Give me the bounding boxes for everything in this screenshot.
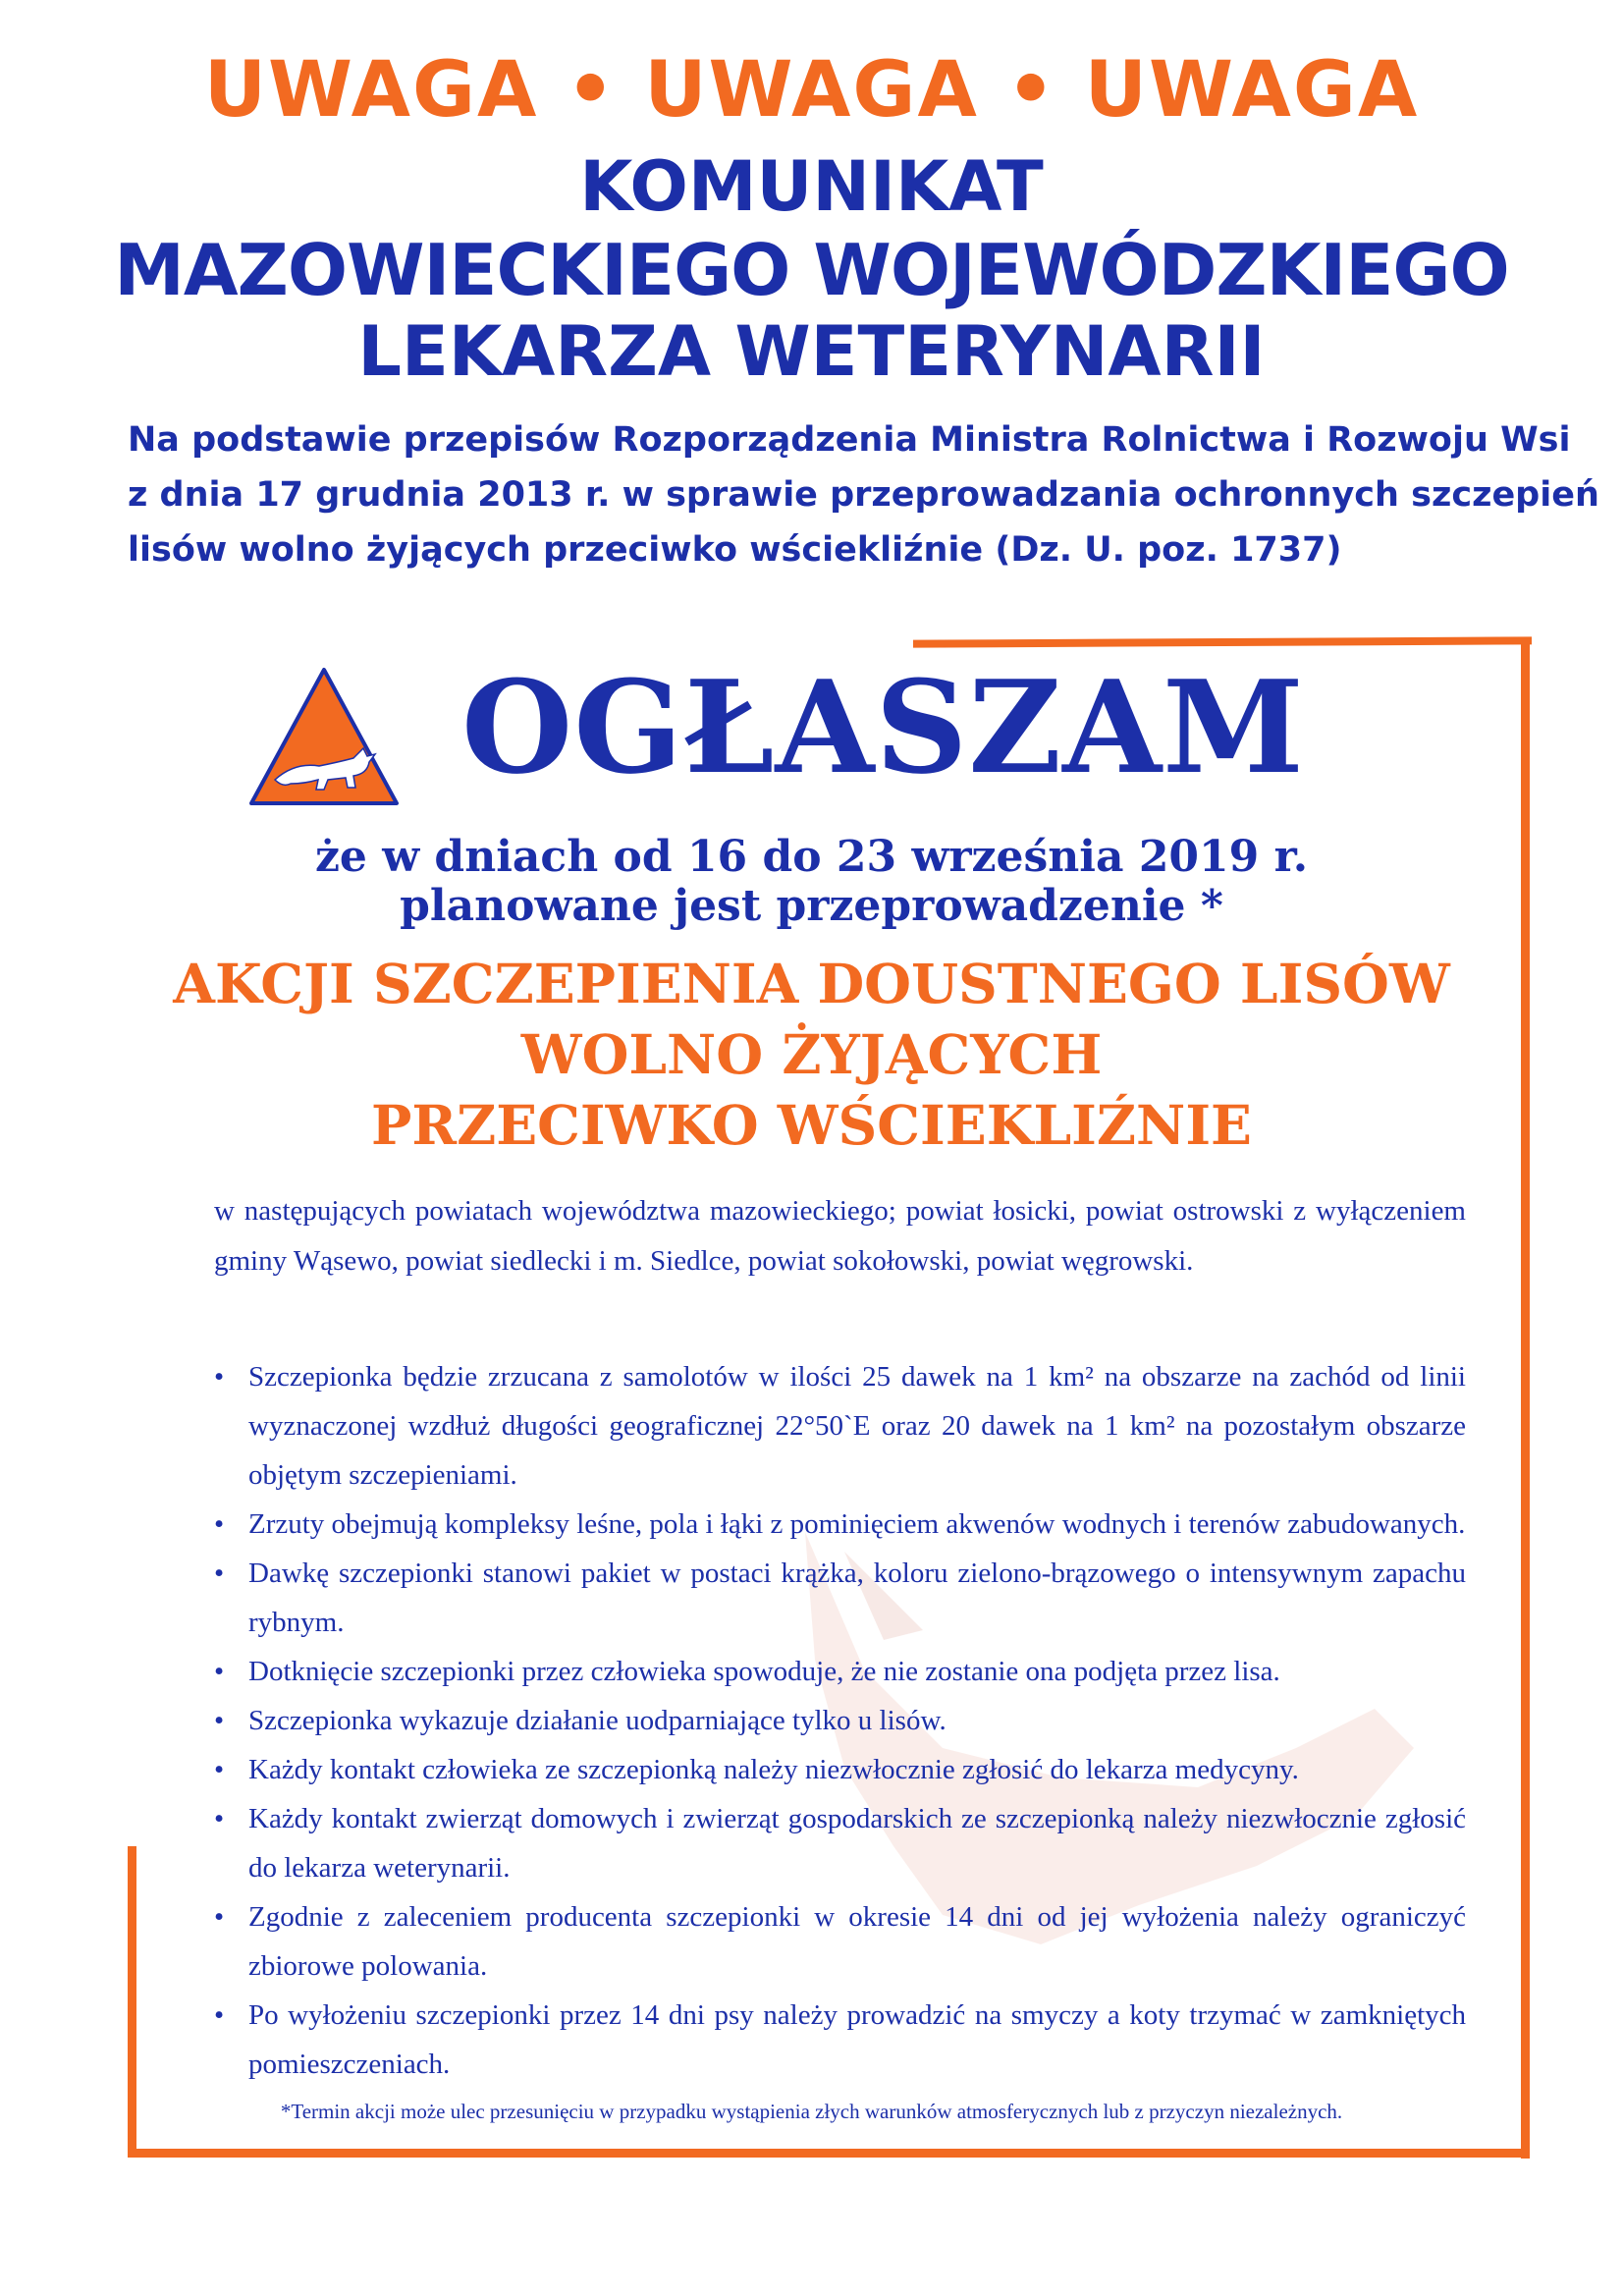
list-item	[214, 1794, 1466, 1892]
bullet-symbol: •	[214, 1361, 225, 1393]
alert-word-1: UWAGA	[203, 46, 539, 135]
bullet-symbol: •	[214, 1754, 225, 1785]
planned-line: planowane jest przeprowadzenie *	[400, 881, 1223, 931]
list-item	[214, 1647, 1466, 1696]
bullet-symbol: •	[214, 1656, 225, 1687]
legal-basis	[128, 412, 1599, 577]
list-item	[214, 1892, 1466, 1991]
list-item	[214, 1745, 1466, 1794]
frame-bottom-border	[128, 2149, 1530, 2158]
list-item	[214, 1500, 1466, 1549]
announcement-heading: OGŁASZAM	[461, 652, 1305, 802]
fox-warning-triangle-icon	[245, 664, 403, 811]
list-item-text: Szczepionka będzie zrzucana z samolotów w ilości 25 dawek na 1 km² na obszarze na zachód od linii wyznaczonej wzdłuż długości geograficznej 22°50`E oraz 20 dawek na 1 km² na pozostałym obszarze objętym szczepieniami.	[248, 1361, 1466, 1491]
list-item	[214, 1549, 1466, 1647]
frame-top-border	[913, 636, 1532, 647]
alert-separator-1: •	[566, 46, 618, 135]
date-line: że w dniach od 16 do 23 września 2019 r.	[314, 832, 1309, 882]
list-item	[214, 1696, 1466, 1745]
title-line-3: LEKARZA WETERYNARII	[357, 311, 1266, 392]
title-line-2: MAZOWIECKIEGO WOJEWÓDZKIEGO	[114, 229, 1509, 311]
list-item-text: Każdy kontakt człowieka ze szczepionką należy niezwłocznie zgłosić do lekarza medycyny.	[248, 1754, 1299, 1785]
list-item-text: Szczepionka wykazuje działanie uodparniające tylko u lisów.	[248, 1705, 947, 1736]
alert-header	[0, 46, 1623, 135]
alert-separator-2: •	[1005, 46, 1057, 135]
legal-basis-line-2: z dnia 17 grudnia 2013 r. w sprawie przeprowadzania ochronnych szczepień	[128, 475, 1599, 515]
alert-word-3: UWAGA	[1084, 46, 1420, 135]
action-line-3: PRZECIWKO WŚCIEKLIŹNIE	[371, 1093, 1252, 1157]
list-item-text: Zgodnie z zaleceniem producenta szczepionki w okresie 14 dni od jej wyłożenia należy ograniczyć zbiorowe polowania.	[248, 1901, 1466, 1982]
bullet-symbol: •	[214, 1803, 225, 1834]
list-item	[214, 1352, 1466, 1500]
districts-intro: w następujących powiatach województwa mazowieckiego; powiat łosicki, powiat ostrowski z wyłączeniem gminy Wąsewo, powiat siedlecki i m. Siedlce, powiat sokołowski, powiat węgrowski.	[214, 1195, 1466, 1277]
action-line-1: AKCJI SZCZEPIENIA DOUSTNEGO LISÓW	[173, 952, 1450, 1015]
list-item-text: Dotknięcie szczepionki przez człowieka spowoduje, że nie zostanie ona podjęta przez lisa.	[248, 1656, 1280, 1687]
bullet-symbol: •	[214, 1901, 225, 1933]
legal-basis-line-1: Na podstawie przepisów Rozporządzenia Ministra Rolnictwa i Rozwoju Wsi	[128, 420, 1571, 460]
legal-basis-line-3: lisów wolno żyjących przeciwko wściekliźnie (Dz. U. poz. 1737)	[128, 530, 1342, 570]
title-line-1: KOMUNIKAT	[579, 146, 1044, 227]
action-line-2: WOLNO ŻYJĄCYCH	[520, 1022, 1103, 1086]
list-item-text: Zrzuty obejmują kompleksy leśne, pola i łąki z pominięciem akwenów wodnych i terenów zabudowanych.	[248, 1508, 1466, 1540]
information-list	[214, 1352, 1466, 2089]
list-item	[214, 1991, 1466, 2089]
list-item-text: Po wyłożeniu szczepionki przez 14 dni psy należy prowadzić na smyczy a koty trzymać w zamkniętych pomieszczeniach.	[248, 1999, 1466, 2080]
bullet-symbol: •	[214, 1705, 225, 1736]
bullet-symbol: •	[214, 1999, 225, 2031]
footnote: *Termin akcji może ulec przesunięciu w przypadku wystąpienia złych warunków atmosferycznych lub z przyczyn niezależnych.	[280, 2100, 1343, 2123]
list-item-text: Dawkę szczepionki stanowi pakiet w postaci krążka, koloru zielono-brązowego o intensywnym zapachu rybnym.	[248, 1558, 1466, 1638]
bullet-symbol: •	[214, 1508, 225, 1540]
list-item-text: Każdy kontakt zwierząt domowych i zwierząt gospodarskich ze szczepionką należy niezwłocznie zgłosić do lekarza weterynarii.	[248, 1803, 1466, 1884]
alert-word-2: UWAGA	[644, 46, 979, 135]
bullet-symbol: •	[214, 1558, 225, 1589]
